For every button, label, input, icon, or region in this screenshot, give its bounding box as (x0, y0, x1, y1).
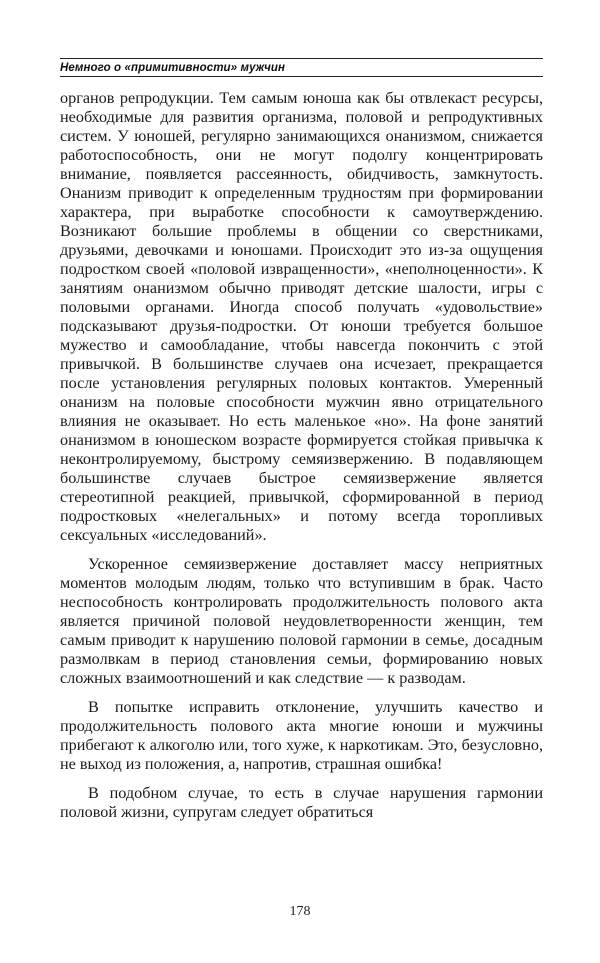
paragraph-3: В попытке исправить отклонение, улучшить качество и продолжительность полового акта многие юноши и мужчины прибегают к алкоголю или, того хуже, к наркотикам. Это, безусловно, не выход из положения, а, напротив, страшная ошибка! (60, 698, 543, 773)
running-head: Немного о «примитивности» мужчин (60, 58, 543, 77)
paragraph-4: В подобном случае, то есть в случае нарушения гармонии половой жизни, супругам следует обратиться (60, 784, 543, 821)
paragraph-2: Ускоренное семяизвержение доставляет массу неприятных моментов молодым людям, только что вступившим в брак. Часто неспособность контролировать продолжительность полового акта является причиной половой неудовлетворенности женщин, тем самым приводит к нарушению половой гармонии в семье, досадным размолвкам в период становления семьи, формированию новых сложных взаимоотношений и как следствие — к разводам. (60, 555, 543, 687)
page-number: 178 (289, 904, 311, 919)
body-text (60, 89, 543, 822)
book-page (60, 58, 543, 832)
paragraph-1: органов репродукции. Тем самым юноша как бы отвлекаст ресурсы, необходимые для развития организма, половой и репродуктивных систем. У юношей, регулярно занимающихся онанизмом, снижается работоспособность, они не могут подолгу концентрировать внимание, появляется рассеянность, обидчивость, замкнутость. Онанизм приводит к определенным трудностям при формировании характера, при выработке способности к самоутверждению. Возникают большие проблемы в общении со сверстниками, друзьями, девочками и юношами. Происходит это из-за ощущения подростком своей «половой извращенности», «неполноценности». К занятиям онанизмом обычно приводят детские шалости, игры с половыми органами. Иногда способ получать «удовольствие» подсказывают друзья-подростки. От юноши требуется большое мужество и самообладание, чтобы навсегда покончить с этой привычкой. В большинстве случаев она исчезает, прекращается после установления регулярных половых контактов. Умеренный онанизм на половые способности мужчин явно отрицательного влияния не оказывает. Но есть маленькое «но». На фоне занятий онанизмом в юношеском возрасте формируется стойкая привычка к неконтролируемому, быстрому семяизвержению. В подавляющем большинстве случаев быстрое семяизвержение является стереотипной реакцией, привычкой, сформированной в период подростковых «нелегальных» и потому всегда торопливых сексуальных «исследований». (60, 89, 543, 544)
